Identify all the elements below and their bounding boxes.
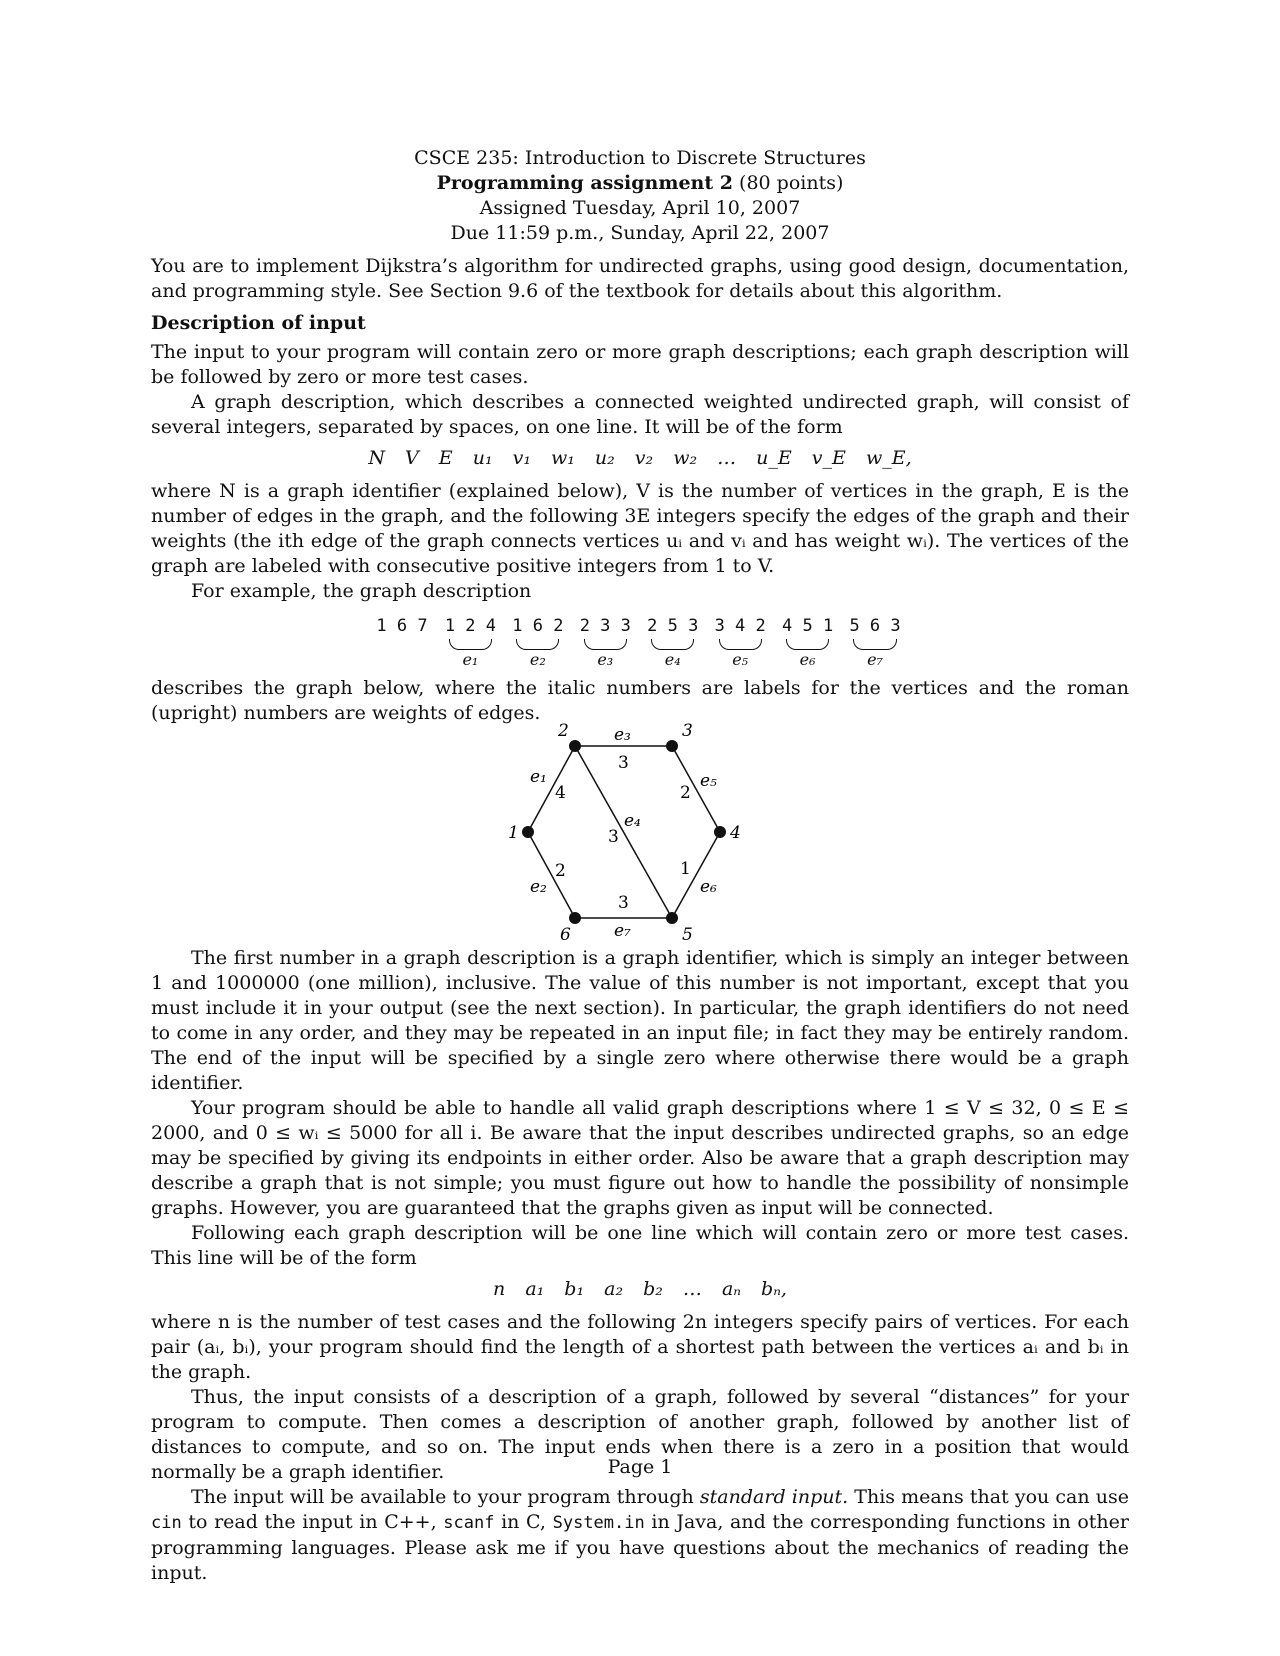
edge-nums: 1 6 2 bbox=[512, 616, 564, 636]
brace bbox=[853, 639, 896, 650]
graph-vertex-3 bbox=[666, 740, 678, 752]
paragraph-test-cases: Following each graph description will be one line which will contain zero or more test cases. This line will be of the form bbox=[151, 1222, 1129, 1269]
edge-label: e₆ bbox=[799, 650, 816, 669]
text-run: This means that you can use bbox=[848, 1486, 1129, 1508]
brace bbox=[786, 639, 829, 650]
edge-nums: 5 6 3 bbox=[849, 616, 901, 636]
code-scanf: scanf bbox=[443, 1513, 495, 1533]
graph-edge-e2 bbox=[528, 832, 575, 918]
edge-weight: 2 bbox=[555, 861, 566, 881]
vertex-label: 3 bbox=[682, 721, 693, 741]
edge-name: e₄ bbox=[624, 811, 641, 831]
edge-group bbox=[647, 614, 698, 670]
vertex-label: 2 bbox=[558, 721, 569, 741]
edge-name: e₇ bbox=[614, 921, 631, 941]
course-title: CSCE 235: Introduction to Discrete Structures bbox=[414, 147, 866, 169]
edge-nums: 3 4 2 bbox=[714, 616, 766, 636]
vertex-label: 6 bbox=[560, 925, 571, 945]
graph-form-formula: N V E u₁ v₁ w₁ u₂ v₂ w₂ … u_E v_E w_E, bbox=[368, 447, 912, 469]
page-number: Page 1 bbox=[607, 1456, 673, 1478]
edge-group bbox=[849, 614, 900, 670]
graph-vertex-2 bbox=[569, 740, 581, 752]
paragraph-test-case-explanation: where n is the number of test cases and the following 2n integers specify pairs of vertices. For each pair (aᵢ, bᵢ), your program should find the length of a shortest path between the vertices aᵢ and bᵢ in the graph. bbox=[151, 1311, 1129, 1383]
code-system-in: System.in bbox=[552, 1513, 645, 1533]
edge-weight: 3 bbox=[608, 827, 619, 847]
emphasis: standard input. bbox=[699, 1486, 849, 1508]
paragraph-graph-description: A graph description, which describes a connected weighted undirected graph, will consist of several integers, separated by spaces, on one line. It will be of the form bbox=[151, 391, 1129, 438]
edge-group bbox=[580, 614, 631, 670]
graph-edge-e1 bbox=[528, 746, 575, 832]
example-lead: 1 6 7 bbox=[376, 616, 428, 636]
paragraph-form-explanation: where N is a graph identifier (explained below), V is the number of vertices in the graph, E is the number of edges in the graph, and the following 3E integers specify the edges of the graph and their weights (the ith edge of the graph connects vertices uᵢ and vᵢ and has weight wᵢ). The vertices of the graph are labeled with consecutive positive integers from 1 to V. bbox=[151, 480, 1129, 577]
assignment-title bbox=[151, 171, 1129, 196]
graph-vertex-4 bbox=[714, 826, 726, 838]
assignment-name: Programming assignment 2 bbox=[436, 172, 733, 194]
edge-weight: 3 bbox=[618, 753, 629, 773]
paragraph-input-summary: Thus, the input consists of a description of a graph, followed by several “distances” for your program to compute. Then comes a description of another graph, followed by another list of distances to compute, and so on. The input ends when there is a zero in a position that would normally be a graph identifier. bbox=[151, 1386, 1129, 1483]
assignment-points: (80 points) bbox=[739, 172, 844, 194]
edge-group bbox=[715, 614, 766, 670]
brace bbox=[651, 639, 694, 650]
edge-name: e₂ bbox=[530, 877, 547, 897]
edge-label: e₄ bbox=[664, 650, 681, 669]
text-run: to read the input in C++, bbox=[181, 1511, 444, 1533]
edge-name: e₅ bbox=[700, 771, 717, 791]
paragraph-input-overview: The input to your program will contain zero or more graph descriptions; each graph description will be followed by zero or more test cases. bbox=[151, 341, 1129, 388]
edge-weight-labels bbox=[555, 753, 691, 913]
vertex-label: 5 bbox=[682, 925, 693, 945]
edge-label: e₃ bbox=[597, 650, 614, 669]
text-run: in Java, and the corresponding functions in other programming languages. Please ask me if you have questions about the mechanics of reading the input. bbox=[151, 1511, 1129, 1584]
section-heading: Description of input bbox=[151, 312, 366, 334]
edge-group bbox=[782, 614, 833, 670]
paragraph-graph-identifier: The first number in a graph description is a graph identifier, which is simply an integer between 1 and 1000000 (one million), inclusive. The value of this number is not important, except that you must include it in your output (see the next section). In particular, the graph identifiers do not need to come in any order, and they may be repeated in an input file; in fact they may be entirely random. The end of the input will be specified by a single zero where otherwise there would be a graph identifier. bbox=[151, 947, 1129, 1094]
test-case-formula: n a₁ b₁ a₂ b₂ … aₙ bₙ, bbox=[493, 1278, 787, 1300]
brace bbox=[719, 639, 762, 650]
paragraph-constraints: Your program should be able to handle all valid graph descriptions where 1 ≤ V ≤ 32, 0 ≤ E ≤ 2000, and 0 ≤ wᵢ ≤ 5000 for all i. Be aware that the input describes undirected graphs, so an edge may be specified by giving its endpoints in either order. Also be aware that a graph description may describe a graph that is not simple; you must figure out how to handle the possibility of nonsimple graphs. However, you are guaranteed that the graphs given as input will be connected. bbox=[151, 1097, 1129, 1219]
graph-vertex-5 bbox=[666, 912, 678, 924]
document-header bbox=[151, 146, 1129, 246]
graph-vertex-1 bbox=[522, 826, 534, 838]
assigned-date: Assigned Tuesday, April 10, 2007 bbox=[479, 197, 801, 219]
edge-nums: 4 5 1 bbox=[782, 616, 834, 636]
edge-label: e₂ bbox=[529, 650, 546, 669]
edge-name: e₃ bbox=[614, 725, 631, 745]
example-graph bbox=[508, 721, 770, 946]
edge-weight: 4 bbox=[555, 783, 566, 803]
edge-label: e₇ bbox=[867, 650, 883, 669]
text-run: The input will be available to your program through bbox=[191, 1486, 700, 1508]
brace bbox=[584, 639, 627, 650]
edge-weight: 2 bbox=[680, 783, 691, 803]
edge-name: e₆ bbox=[700, 877, 717, 897]
document-page bbox=[151, 146, 1129, 1586]
edge-nums: 2 5 3 bbox=[647, 616, 699, 636]
paragraph-example-intro: For example, the graph description bbox=[191, 580, 532, 602]
edge-nums: 2 3 3 bbox=[579, 616, 631, 636]
code-cin: cin bbox=[151, 1513, 182, 1533]
text-run: in C, bbox=[494, 1511, 553, 1533]
edge-name: e₁ bbox=[530, 767, 547, 787]
edge-label: e₅ bbox=[732, 650, 749, 669]
graph-vertex-6 bbox=[569, 912, 581, 924]
due-date: Due 11:59 p.m., Sunday, April 22, 2007 bbox=[450, 222, 830, 244]
vertex-label: 4 bbox=[730, 823, 741, 843]
vertex-label: 1 bbox=[508, 823, 519, 843]
brace bbox=[516, 639, 559, 650]
edge-label: e₁ bbox=[462, 650, 479, 669]
intro-paragraph: You are to implement Dijkstra’s algorithm for undirected graphs, using good design, documentation, and programming style. See Section 9.6 of the textbook for details about this algorithm. bbox=[151, 255, 1129, 302]
edge-group bbox=[512, 614, 563, 670]
edge-weight: 1 bbox=[680, 859, 691, 879]
paragraph-standard-input bbox=[151, 1485, 1129, 1586]
edge-weight: 3 bbox=[618, 893, 629, 913]
brace bbox=[449, 639, 492, 650]
edge-nums: 1 2 4 bbox=[444, 616, 496, 636]
paragraph-graph-caption: describes the graph below, where the italic numbers are labels for the vertices and the roman (upright) numbers are weights of edges. bbox=[151, 677, 1129, 724]
example-description bbox=[151, 614, 1129, 670]
edge-group bbox=[445, 614, 496, 670]
